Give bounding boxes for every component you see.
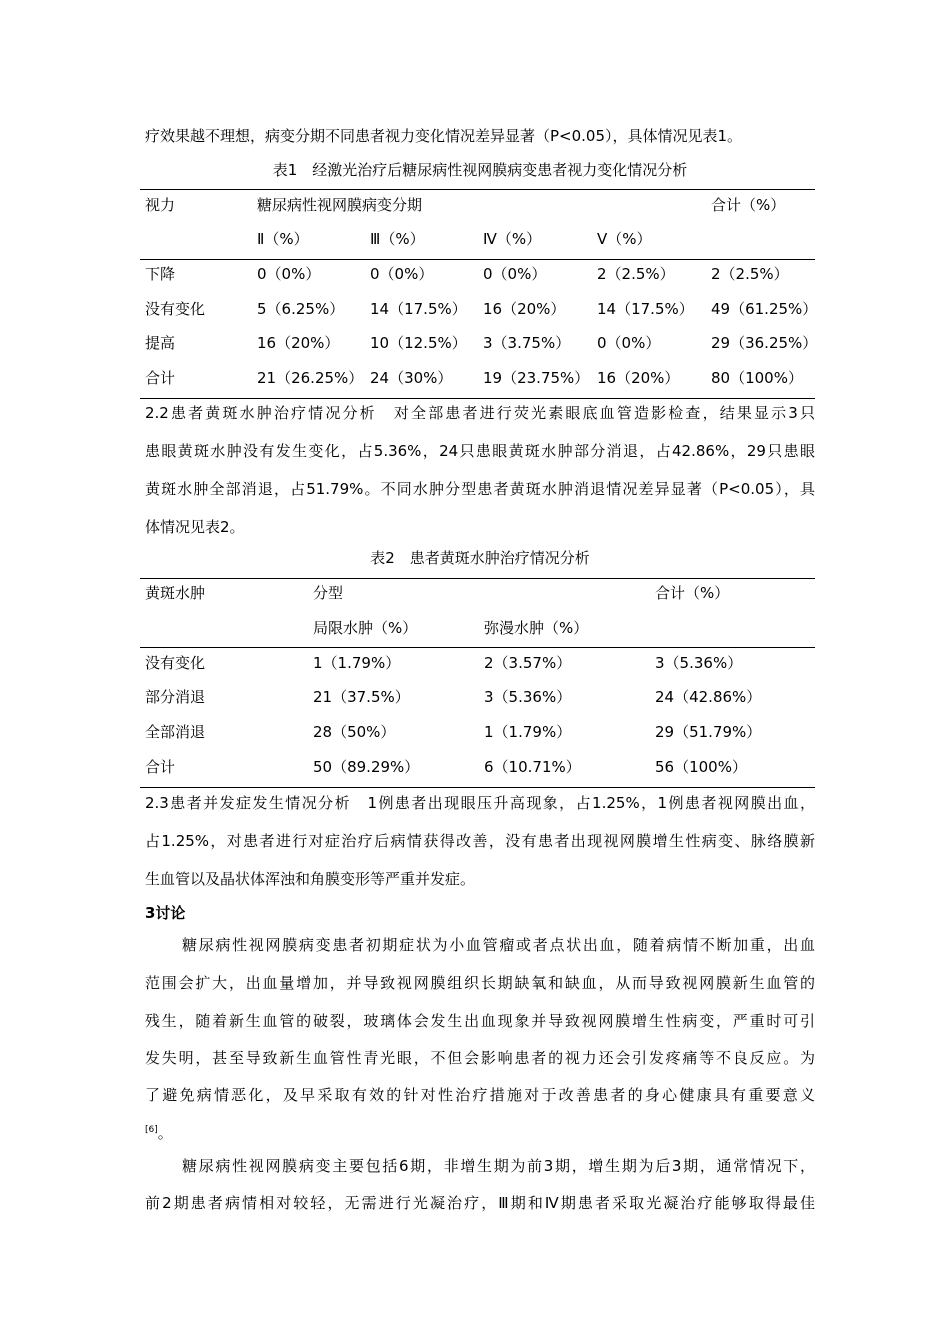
table1-cell: 80（100%） [711, 369, 803, 387]
table1-top-rule [140, 189, 815, 190]
table2-row-label: 部分消退 [145, 688, 206, 706]
section3-heading: 3讨论 [145, 904, 186, 922]
table2-cell: 3（5.36%） [484, 688, 572, 706]
section3-para2-line: 前2期患者病情相对较轻，无需进行光凝治疗，Ⅲ期和Ⅳ期患者采取光凝治疗能够取得最佳 [145, 1194, 815, 1212]
table2-header-type: 弥漫水肿（%） [484, 619, 589, 637]
section23-line: 占1.25%，对患者进行对症治疗后病情获得改善，没有患者出现视网膜增生性病变、脉络膜新 [145, 832, 815, 850]
section3-ref-tail: 。 [157, 1124, 173, 1142]
table1-row-label: 提高 [145, 334, 176, 352]
table1-bottom-rule [140, 398, 815, 399]
table1-cell: 10（12.5%） [370, 334, 467, 352]
table1-cell: 14（17.5%） [370, 300, 467, 318]
table1-header-stage: Ⅲ（%） [370, 230, 425, 248]
table2-header-type: 局限水肿（%） [313, 619, 418, 637]
table1-cell: 0（0%） [597, 334, 661, 352]
table1-header-group: 糖尿病性视网膜病变分期 [257, 196, 423, 214]
table2-cell: 21（37.5%） [313, 688, 410, 706]
table2-header-group: 分型 [313, 584, 344, 602]
section22-line: 2.2患者黄斑水肿治疗情况分析 对全部患者进行荧光素眼底血管造影检查，结果显示3只 [145, 404, 815, 422]
table1-row-label: 没有变化 [145, 300, 206, 318]
table1-cell: 0（0%） [257, 265, 321, 283]
section3-para2-line: 糖尿病性视网膜病变主要包括6期，非增生期为前3期，增生期为后3期，通常情况下， [182, 1157, 815, 1175]
section23-line: 生血管以及晶状体浑浊和角膜变形等严重并发症。 [145, 870, 476, 888]
table1-cell: 3（3.75%） [483, 334, 571, 352]
citation-ref: [6] [145, 1125, 158, 1135]
table2-cell: 29（51.79%） [655, 723, 762, 741]
table1-cell: 24（30%） [370, 369, 453, 387]
table1-cell: 16（20%） [483, 300, 566, 318]
section3-para1-line: 残生，随着新生血管的破裂，玻璃体会发生出血现象并导致视网膜增生性病变，严重时可引 [145, 1012, 815, 1030]
table1-header-total: 合计（%） [711, 196, 786, 214]
table1-cell: 29（36.25%） [711, 334, 818, 352]
table1-cell: 0（0%） [370, 265, 434, 283]
table2-cell: 1（1.79%） [313, 654, 401, 672]
table2-cell: 1（1.79%） [484, 723, 572, 741]
table1-row-label: 下降 [145, 265, 176, 283]
table2-bottom-rule [140, 787, 815, 788]
table1-cell: 5（6.25%） [257, 300, 345, 318]
table2-cell: 56（100%） [655, 758, 747, 776]
table1-header-stage: Ⅴ（%） [597, 230, 652, 248]
table1-row-label: 合计 [145, 369, 176, 387]
table1-header-stage: Ⅳ（%） [483, 230, 542, 248]
table1-mid-rule [140, 259, 815, 260]
table1-cell: 2（2.5%） [597, 265, 675, 283]
table1-caption: 表1 经激光治疗后糖尿病性视网膜病变患者视力变化情况分析 [272, 161, 688, 179]
section3-para1-line: 了避免病情恶化，及早采取有效的针对性治疗措施对于改善患者的身心健康具有重要意义 [145, 1086, 815, 1104]
table1-cell: 19（23.75%） [483, 369, 590, 387]
table2-header-label: 黄斑水肿 [145, 584, 206, 602]
section3-para1-line: 范围会扩大，出血量增加，并导致视网膜组织长期缺氧和缺血，从而导致视网膜新生血管的 [145, 974, 815, 992]
section23-line: 2.3患者并发症发生情况分析 1例患者出现眼压升高现象，占1.25%，1例患者视网膜出血， [145, 794, 815, 812]
table1-cell: 14（17.5%） [597, 300, 694, 318]
table2-row-label: 全部消退 [145, 723, 206, 741]
section3-para1-line: 发失明，甚至导致新生血管性青光眼，不但会影响患者的视力还会引发疼痛等不良反应。为 [145, 1049, 815, 1067]
table1-header-stage: Ⅱ（%） [257, 230, 309, 248]
table2-cell: 6（10.71%） [484, 758, 581, 776]
table1-cell: 49（61.25%） [711, 300, 818, 318]
section22-line: 患眼黄斑水肿没有发生变化，占5.36%，24只患眼黄斑水肿部分消退，占42.86%，29只患眼 [145, 442, 815, 460]
table2-cell: 28（50%） [313, 723, 396, 741]
table1-cell: 0（0%） [483, 265, 547, 283]
table2-cell: 3（5.36%） [655, 654, 743, 672]
table1-cell: 16（20%） [257, 334, 340, 352]
section22-line: 黄斑水肿全部消退，占51.79%。不同水肿分型患者黄斑水肿消退情况差异显著（P<0.05），具 [145, 480, 815, 498]
table1-cell: 16（20%） [597, 369, 680, 387]
table1-cell: 21（26.25%） [257, 369, 364, 387]
table2-row-label: 没有变化 [145, 654, 206, 672]
intro-line: 疗效果越不理想，病变分期不同患者视力变化情况差异显著（P<0.05），具体情况见表1。 [145, 127, 743, 145]
table2-cell: 2（3.57%） [484, 654, 572, 672]
table1-header-vision: 视力 [145, 196, 176, 214]
table2-top-rule [140, 578, 815, 579]
table2-caption: 表2 患者黄斑水肿治疗情况分析 [370, 549, 590, 567]
section22-line: 体情况见表2。 [145, 518, 245, 536]
section3-ref-line [145, 1120, 815, 1143]
table1-cell: 2（2.5%） [711, 265, 789, 283]
table2-cell: 50（89.29%） [313, 758, 420, 776]
section3-para1-line: 糖尿病性视网膜病变患者初期症状为小血管瘤或者点状出血，随着病情不断加重，出血 [182, 936, 815, 954]
table2-cell: 24（42.86%） [655, 688, 762, 706]
table2-mid-rule [140, 647, 815, 648]
table2-header-total: 合计（%） [655, 584, 730, 602]
table2-row-label: 合计 [145, 758, 176, 776]
